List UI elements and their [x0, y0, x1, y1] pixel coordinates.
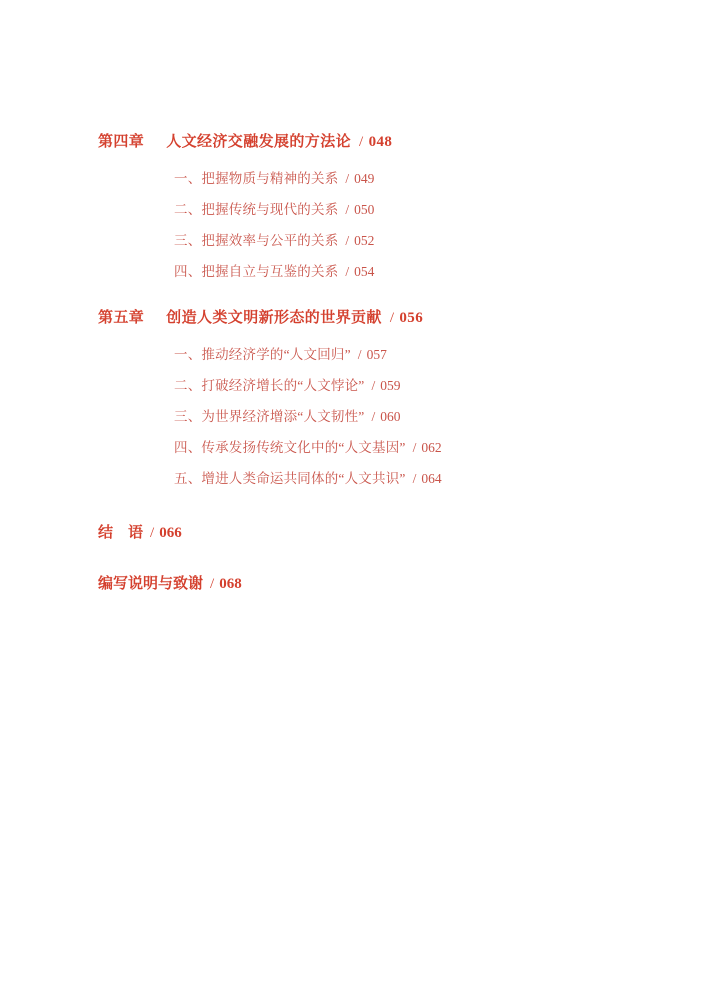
separator: /: [150, 525, 155, 541]
section-page-number: 059: [380, 378, 401, 393]
section-title: 四、传承发扬传统文化中的“人文基因”: [174, 440, 406, 455]
section-entry[interactable]: [174, 436, 640, 456]
epilogue-entry[interactable]: [98, 521, 640, 542]
chapter-entry[interactable]: [98, 306, 640, 327]
section-entry[interactable]: [174, 405, 640, 425]
section-page-number: 054: [354, 264, 375, 279]
section-title: 三、把握效率与公平的关系: [174, 233, 339, 248]
section-title: 一、推动经济学的“人文回归”: [174, 347, 351, 362]
acknowledgement-title: 编写说明与致谢: [98, 576, 204, 592]
section-title: 二、打破经济增长的“人文悖论”: [174, 378, 365, 393]
separator: /: [371, 409, 376, 424]
separator: /: [345, 233, 350, 248]
acknowledgement-page-number: 068: [219, 576, 242, 592]
section-entry[interactable]: [174, 374, 640, 394]
epilogue-title: 结 语: [98, 525, 144, 541]
section-entry[interactable]: [174, 343, 640, 363]
section-page-number: 060: [380, 409, 401, 424]
chapter-page-number: 048: [368, 134, 393, 150]
section-title: 二、把握传统与现代的关系: [174, 202, 339, 217]
section-page-number: 057: [366, 347, 387, 362]
section-page-number: 049: [354, 171, 375, 186]
acknowledgement-entry[interactable]: [98, 572, 640, 593]
separator: /: [357, 347, 362, 362]
section-page-number: 050: [354, 202, 375, 217]
section-page-number: 062: [421, 440, 442, 455]
separator: /: [210, 576, 215, 592]
section-page-number: 064: [421, 471, 442, 486]
separator: /: [371, 378, 376, 393]
chapter-label: 第五章: [98, 310, 145, 326]
chapter-title: 创造人类文明新形态的世界贡献: [166, 310, 382, 326]
section-page-number: 052: [354, 233, 375, 248]
separator: /: [412, 471, 417, 486]
chapter-block: [98, 130, 640, 280]
section-entry[interactable]: [174, 467, 640, 487]
chapter-block: [98, 306, 640, 487]
section-entry[interactable]: [174, 229, 640, 249]
section-entry[interactable]: [174, 198, 640, 218]
separator: /: [345, 264, 350, 279]
separator: /: [345, 171, 350, 186]
chapter-page-number: 056: [399, 310, 424, 326]
tail-entries: [98, 521, 640, 593]
section-entry[interactable]: [174, 260, 640, 280]
separator: /: [345, 202, 350, 217]
section-title: 五、增进人类命运共同体的“人文共识”: [174, 471, 406, 486]
section-title: 三、为世界经济增添“人文韧性”: [174, 409, 365, 424]
chapter-entry[interactable]: [98, 130, 640, 151]
section-title: 四、把握自立与互鉴的关系: [174, 264, 339, 279]
section-entry[interactable]: [174, 167, 640, 187]
epilogue-page-number: 066: [159, 525, 182, 541]
chapter-label: 第四章: [98, 134, 145, 150]
chapter-title: 人文经济交融发展的方法论: [166, 134, 352, 150]
section-title: 一、把握物质与精神的关系: [174, 171, 339, 186]
separator: /: [359, 134, 364, 150]
separator: /: [389, 310, 395, 326]
table-of-contents: [98, 130, 640, 593]
separator: /: [412, 440, 417, 455]
